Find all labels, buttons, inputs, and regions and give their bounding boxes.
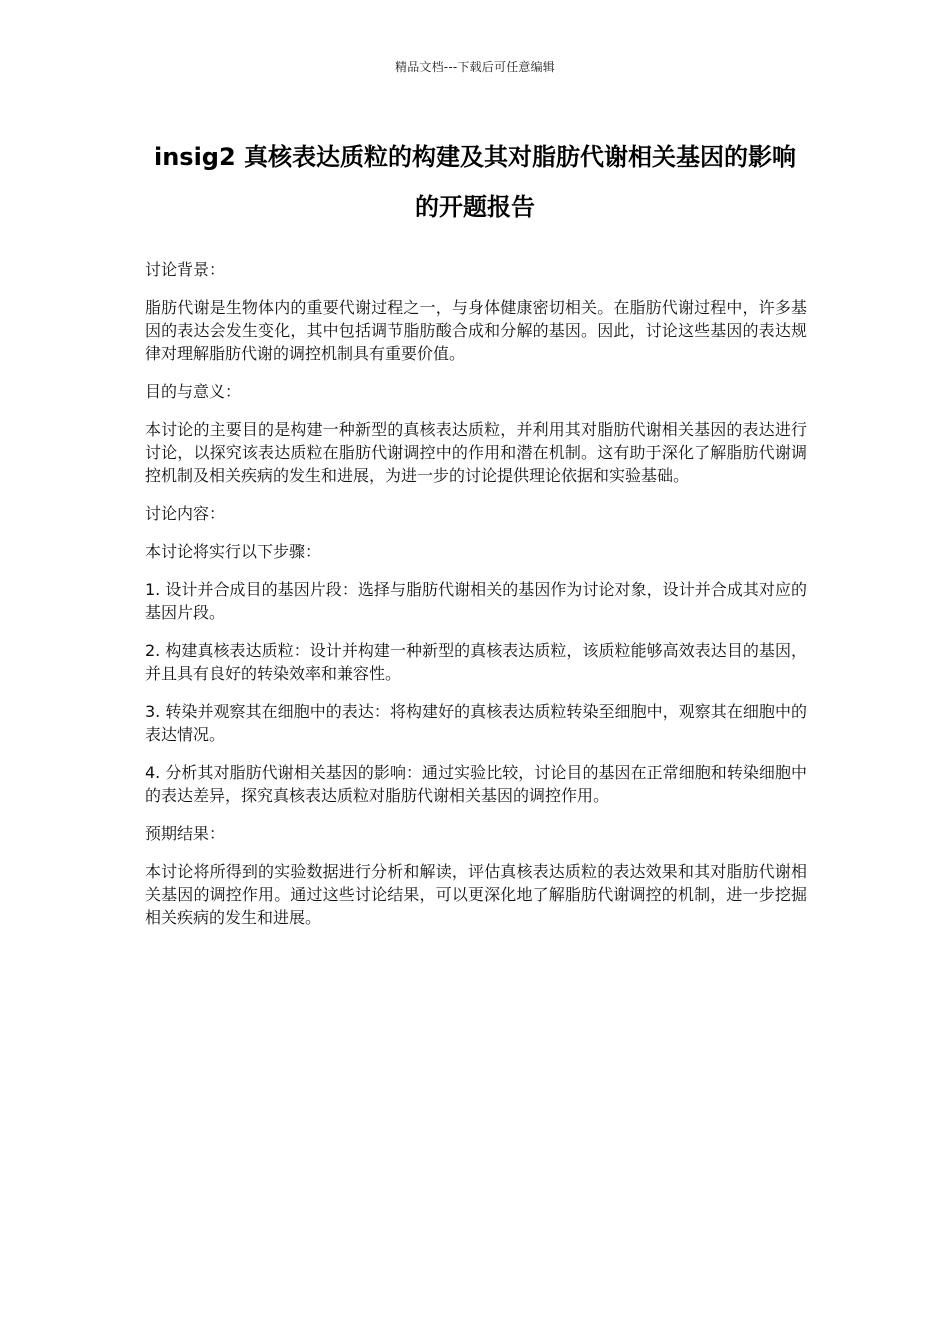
- section-heading-content: 讨论内容：: [145, 504, 226, 523]
- step-1: 1. 设计并合成目的基因片段：选择与脂肪代谢相关的基因作为讨论对象，设计并合成其对应的基因片段。: [145, 580, 807, 622]
- document-body: [145, 258, 807, 944]
- title-line-1: insig2 真核表达质粒的构建及其对脂肪代谢相关基因的影响: [153, 143, 797, 171]
- section-heading-expected-results: 预期结果：: [145, 824, 226, 843]
- step-2: 2. 构建真核表达质粒：设计并构建一种新型的真核表达质粒，该质粒能够高效表达目的基因，并且具有良好的转染效率和兼容性。: [145, 641, 807, 683]
- document-title: [130, 132, 820, 232]
- section-heading-purpose: 目的与意义：: [145, 382, 242, 401]
- paragraph-steps-intro: 本讨论将实行以下步骤：: [145, 542, 322, 561]
- header-note: 精品文档---下载后可任意编辑: [395, 60, 555, 74]
- paragraph-background: 脂肪代谢是生物体内的重要代谢过程之一，与身体健康密切相关。在脂肪代谢过程中，许多基因的表达会发生变化，其中包括调节脂肪酸合成和分解的基因。因此，讨论这些基因的表达规律对理解脂肪代谢的调控机制具有重要价值。: [145, 298, 807, 363]
- section-heading-background: 讨论背景：: [145, 260, 226, 279]
- paragraph-expected-results: 本讨论将所得到的实验数据进行分析和解读，评估真核表达质粒的表达效果和其对脂肪代谢相关基因的调控作用。通过这些讨论结果，可以更深化地了解脂肪代谢调控的机制，进一步挖掘相关疾病的发生和进展。: [145, 862, 807, 927]
- paragraph-purpose: 本讨论的主要目的是构建一种新型的真核表达质粒，并利用其对脂肪代谢相关基因的表达进行讨论，以探究该表达质粒在脂肪代谢调控中的作用和潜在机制。这有助于深化了解脂肪代谢调控机制及相关疾病的发生和进展，为进一步的讨论提供理论依据和实验基础。: [145, 420, 807, 485]
- step-4: 4. 分析其对脂肪代谢相关基因的影响：通过实验比较，讨论目的基因在正常细胞和转染细胞中的表达差异，探究真核表达质粒对脂肪代谢相关基因的调控作用。: [145, 763, 807, 805]
- step-3: 3. 转染并观察其在细胞中的表达：将构建好的真核表达质粒转染至细胞中，观察其在细胞中的表达情况。: [145, 702, 807, 744]
- title-line-2: 的开题报告: [415, 193, 535, 221]
